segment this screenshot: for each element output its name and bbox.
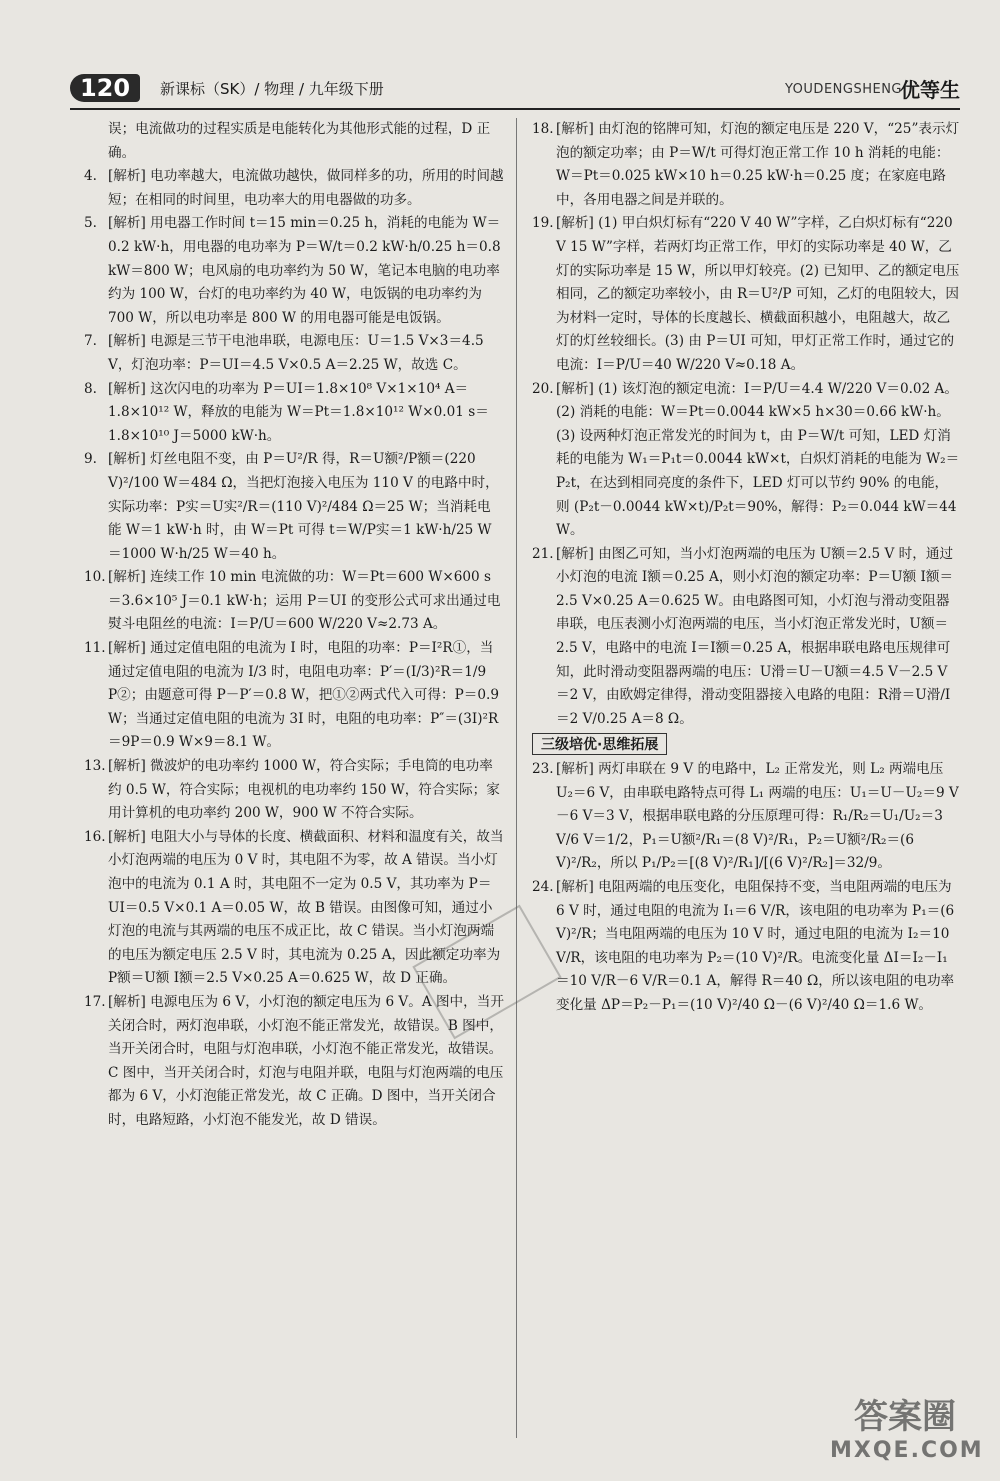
answer-item (532, 543, 960, 732)
answer-text: [解析] 由图乙可知，当小灯泡两端的电压为 U额＝2.5 V 时，通过小灯泡的电流 I额＝0.25 A，则小灯泡的额定功率：P＝U额 I额＝2.5 V×0.25 A＝0.625 W。由电路图可知，小灯泡与滑动变阻器串联，电压表测小灯泡两端的电压，当小灯泡正常发光时，U额＝2.5 V，电路中的电流 I＝I额＝0.25 A，根据串联电路电压规律可知，此时滑动变阻器两端的电压：U滑＝U－U额＝4.5 V－2.5 V＝2 V，由欧姆定律得，滑动变阻器接入电路的电阻：R滑＝U滑/I＝2 V/0.25 A＝8 Ω。 (556, 545, 954, 727)
answer-item (532, 758, 960, 876)
answer-number: 10. (84, 569, 106, 586)
answer-text: 误；电流做功的过程实质是电能转化为其他形式能的过程，D 正确。 (108, 121, 491, 161)
answer-text: [解析] 电源是三节干电池串联，电源电压：U＝1.5 V×3＝4.5 V，灯泡功率：P＝UI＝4.5 V×0.5 A＝2.25 W，故选 C。 (108, 333, 484, 373)
answer-number: 16. (84, 828, 106, 845)
column-divider (516, 118, 517, 1438)
answer-number: 5. (84, 215, 97, 232)
answer-item (532, 212, 960, 377)
answer-number: 23. (532, 761, 554, 778)
answer-text: [解析] 由灯泡的铭牌可知，灯泡的额定电压是 220 V，“25”表示灯泡的额定功率；由 P＝W/t 可得灯泡正常工作 10 h 消耗的电能：W＝Pt＝0.025 kW×10 h＝0.25 kW·h＝0.25 度；在家庭电路中，各用电器之间是并联的。 (556, 121, 960, 208)
answer-number: 20. (532, 380, 554, 397)
answer-item (84, 637, 504, 755)
answer-item (84, 448, 504, 566)
answer-number: 18. (532, 121, 554, 137)
watermark (830, 1389, 984, 1463)
answer-text: [解析] (1) 该灯泡的额定电流：I＝P/U＝4.4 W/220 V＝0.02 A。(2) 消耗的电能：W＝Pt＝0.0044 kW×5 h×30＝0.66 kW·h。(3) 设两种灯泡正常发光的时间为 t，由 P＝W/t 可知，LED 灯消耗的电能为 W₁＝P₁t＝0.0044 kW×t，白炽灯消耗的电能为 W₂＝P₂t，在达到相同亮度的条件下，LED 灯可以节约 90% 的电能，则 (P₂t－0.0044 kW×t)/P₂t＝90%，解得：P₂＝0.044 kW＝44 W。 (556, 380, 960, 539)
answer-number: 11. (84, 640, 106, 657)
watermark-main: 答案圈 (854, 1397, 956, 1437)
answer-text: [解析] 电功率越大，电流做功越快，做同样多的功，所用的时间越短；在相同的时间里，电功率大的用电器做的功多。 (108, 168, 504, 208)
answer-item (84, 330, 504, 377)
answer-text: [解析] 通过定值电阻的电流为 I 时，电阻的功率：P＝I²R①，当通过定值电阻的电流为 I/3 时，电阻电功率：P′＝(I/3)²R＝1/9 P②；由题意可得 P－P′＝0.8 W，把①②两式代入可得：P＝0.9 W；当通过定值电阻的电流为 3I 时，电阻的电功率：P″＝(3I)²R＝9P＝0.9 W×9＝8.1 W。 (108, 640, 499, 751)
answer-number: 19. (532, 215, 554, 232)
page-number: 120 (70, 74, 140, 102)
answer-text: [解析] 这次闪电的功率为 P＝UI＝1.8×10⁸ V×1×10⁴ A＝1.8×10¹² W，释放的电能为 W＝Pt＝1.8×10¹² W×0.01 s＝1.8×10¹⁰ J＝5000 kW·h。 (108, 380, 489, 444)
answer-item (532, 876, 960, 1018)
answer-text: [解析] 电阻大小与导体的长度、横截面积、材料和温度有关，故当小灯泡两端的电压为 0 V 时，其电阻不为零，故 A 错误。当小灯泡中的电流为 0.1 A 时，其电阻不一定为 0.5 V，其功率为 P＝UI＝0.5 V×0.1 A＝0.05 W，故 B 错误。由图像可知，通过小灯泡的电流与其两端的电压不成正比，故 C 错误。当小灯泡两端的电压为额定电压 2.5 V 时，其电流为 0.25 A，因此额定功率为 P额＝U额 I额＝2.5 V×0.25 A＝0.625 W，故 D 正确。 (108, 828, 504, 987)
answer-number: 4. (84, 168, 97, 185)
answer-item (84, 566, 504, 637)
section-heading: 三级培优·思维拓展 (532, 733, 667, 755)
page-header (70, 72, 960, 110)
answer-text: [解析] (1) 甲白炽灯标有“220 V 40 W”字样，乙白炽灯标有“220 V 15 W”字样，若两灯均正常工作，甲灯的实际功率是 40 W，乙灯的实际功率是 15 W，所以甲灯较亮。(2) 已知甲、乙的额定电压相同，乙的额定功率较小，由 R＝U²/P 可知，乙灯的电阻较大，因为材料一定时，导体的长度越长、横截面积越小，电阻越大，故乙灯的灯丝较细长。(3) 由 P＝UI 可知，甲灯正常工作时，通过它的电流：I＝P/U＝40 W/220 V≈0.18 A。 (556, 215, 960, 373)
watermark-sub: MXQE.COM (830, 1438, 984, 1463)
brand-en: YOUDENGSHENG (784, 82, 902, 97)
answer-number: 9. (84, 451, 97, 468)
answer-item (84, 165, 504, 212)
answer-item (84, 378, 504, 449)
answer-number: 24. (532, 879, 554, 895)
answer-text: [解析] 微波炉的电功率约 1000 W，符合实际；手电筒的电功率约 0.5 W，符合实际；电视机的电功率约 150 W，符合实际；家用计算机的电功率约 200 W，900 W 不符合实际。 (108, 758, 500, 822)
answer-item (532, 118, 960, 212)
answer-item (532, 378, 960, 543)
answer-text: [解析] 两灯串联在 9 V 的电路中，L₂ 正常发光，则 L₂ 两端电压 U₂＝6 V，由串联电路特点可得 L₁ 两端的电压：U₁＝U－U₂＝9 V－6 V＝3 V，根据串联电路的分压原理可得：R₁/R₂＝U₁/U₂＝3 V/6 V＝1/2，P₁＝U额²/R₁＝(8 V)²/R₁，P₂＝U额²/R₂＝(6 V)²/R₂，所以 P₁/P₂＝[(8 V)²/R₁]/[(6 V)²/R₂]＝32/9。 (556, 761, 959, 872)
answer-number: 7. (84, 333, 97, 350)
answer-text: [解析] 电阻两端的电压变化，电阻保持不变，当电阻两端的电压为 6 V 时，通过电阻的电流为 I₁＝6 V/R，该电阻的电功率为 P₁＝(6 V)²/R；当电阻两端的电压为 10 V 时，通过电阻的电流为 I₂＝10 V/R，该电阻的电功率为 P₂＝(10 V)²/R。电流变化量 ΔI＝I₂－I₁＝10 V/R－6 V/R＝0.1 A，解得 R＝40 Ω，所以该电阻的电功率变化量 ΔP＝P₂－P₁＝(10 V)²/40 Ω－(6 V)²/40 Ω＝1.6 W。 (556, 879, 955, 1013)
answer-text: [解析] 用电器工作时间 t＝15 min＝0.25 h，消耗的电能为 W＝0.2 kW·h，用电器的电功率为 P＝W/t＝0.2 kW·h/0.25 h＝0.8 kW＝800 W；电风扇的电功率约为 50 W，笔记本电脑的电功率约为 100 W，台灯的电功率约为 40 W，电饭锅的电功率约为 700 W，所以电功率是 800 W 的用电器可能是电饭锅。 (108, 215, 501, 326)
book-title: 新课标（SK）/ 物理 / 九年级下册 (160, 80, 384, 98)
answer-number: 13. (84, 758, 106, 775)
answer-text: [解析] 灯丝电阻不变，由 P＝U²/R 得，R＝U额²/P额＝(220 V)²/100 W＝484 Ω，当把灯泡接入电压为 110 V 的电路中时，实际功率：P实＝U实²/R＝(110 V)²/484 Ω＝25 W；当消耗电能 W＝1 kW·h 时，由 W＝Pt 可得 t＝W/P实＝1 kW·h/25 W＝1000 W·h/25 W＝40 h。 (108, 451, 499, 562)
answer-item (84, 212, 504, 330)
answer-number: 17. (84, 993, 106, 1010)
answer-number: 21. (532, 545, 554, 562)
brand-zh: 优等生 (900, 78, 960, 102)
answer-number: 8. (84, 380, 97, 397)
answer-text: [解析] 连续工作 10 min 电流做的功：W＝Pt＝600 W×600 s＝3.6×10⁵ J＝0.1 kW·h；运用 P＝UI 的变形公式可求出通过电熨斗电阻丝的电流：I＝P/U＝600 W/220 V≈2.73 A。 (108, 569, 501, 633)
answer-item (84, 755, 504, 826)
right-column (532, 118, 960, 1018)
answer-text: [解析] 电源电压为 6 V，小灯泡的额定电压为 6 V。A 图中，当开关闭合时，两灯泡串联，小灯泡不能正常发光，故错误。B 图中，当开关闭合时，电阻与灯泡串联，小灯泡不能正常发光，故错误。C 图中，当开关闭合时，灯泡与电阻并联，电阻与灯泡两端的电压都为 6 V，小灯泡能正常发光，故 C 正确。D 图中，当开关闭合时，电路短路，小灯泡不能发光，故 D 错误。 (108, 993, 504, 1128)
answer-item (84, 118, 504, 165)
